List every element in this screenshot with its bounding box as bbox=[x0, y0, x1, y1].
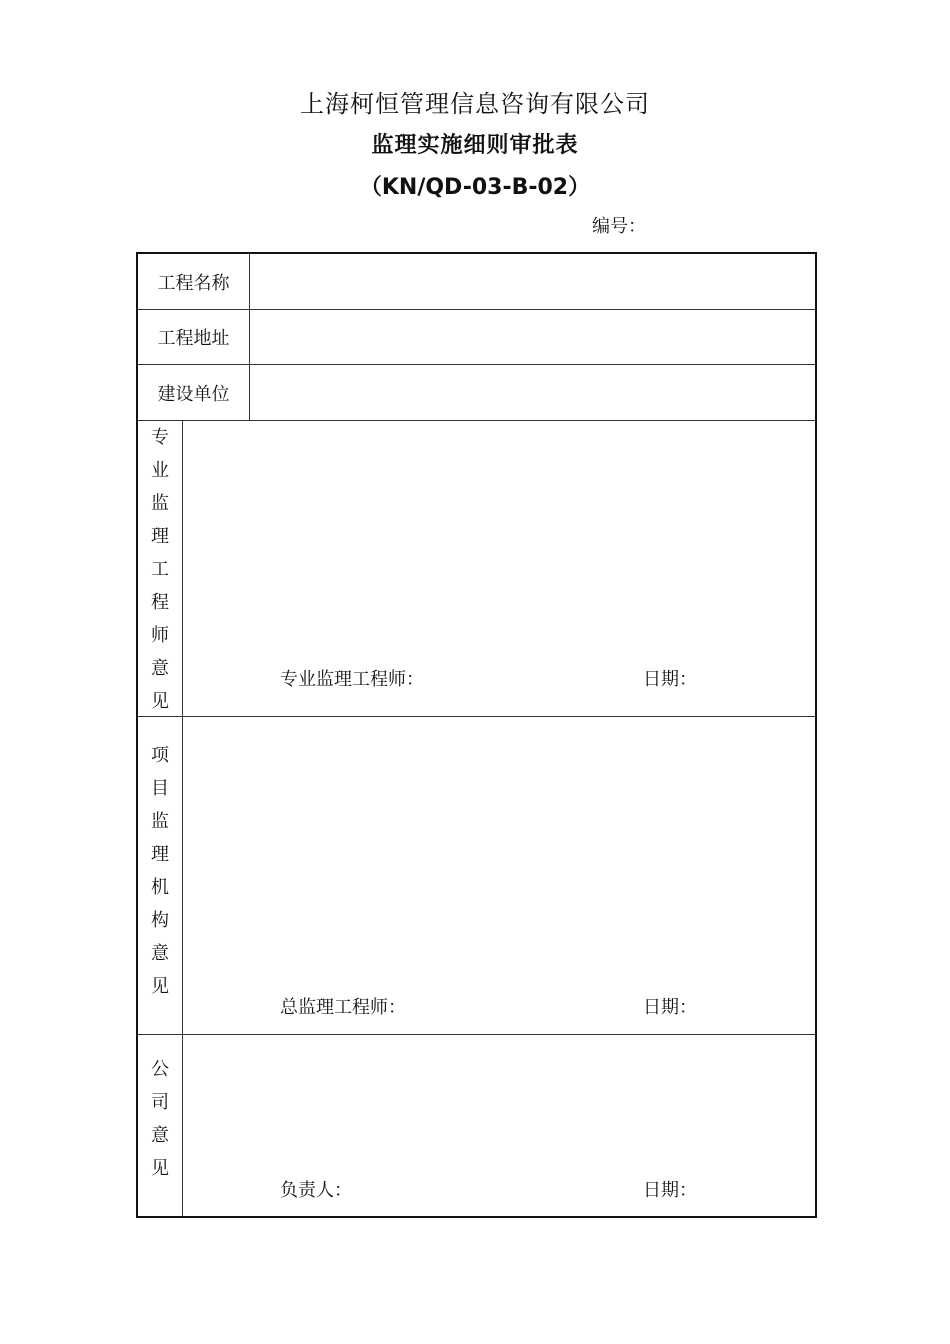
serial-number-label: 编号： bbox=[592, 216, 646, 237]
field-label: 工程地址 bbox=[138, 310, 250, 364]
opinion-label bbox=[138, 421, 183, 716]
specialist-signature-label: 专业监理工程师： bbox=[280, 669, 424, 690]
specialist-date-label: 日期： bbox=[643, 669, 697, 690]
approval-form-table bbox=[136, 252, 817, 1218]
opinion-label-text: 公司意见 bbox=[151, 1059, 169, 1179]
field-label: 建设单位 bbox=[138, 365, 250, 420]
form-code: （KN/QD-03-B-02） bbox=[359, 175, 591, 200]
opinion-row-project-office bbox=[138, 717, 815, 1035]
responsible-person-signature-label: 负责人： bbox=[280, 1180, 352, 1201]
project-name-field[interactable] bbox=[250, 254, 815, 309]
opinion-row-company bbox=[138, 1035, 815, 1216]
opinion-row-specialist bbox=[138, 421, 815, 717]
company-name: 上海柯恒管理信息咨询有限公司 bbox=[300, 90, 650, 118]
opinion-label-text: 专业监理工程师意见 bbox=[151, 427, 169, 712]
field-row-project-name bbox=[138, 254, 815, 310]
opinion-label bbox=[138, 1035, 183, 1216]
opinion-label-text: 项目监理机构意见 bbox=[151, 745, 169, 997]
responsible-person-date-label: 日期： bbox=[643, 1180, 697, 1201]
field-row-construction-unit bbox=[138, 365, 815, 421]
project-address-field[interactable] bbox=[250, 310, 815, 364]
chief-engineer-signature-label: 总监理工程师： bbox=[280, 997, 406, 1018]
field-row-project-address bbox=[138, 310, 815, 365]
field-label: 工程名称 bbox=[138, 254, 250, 309]
form-title: 监理实施细则审批表 bbox=[371, 133, 579, 158]
chief-engineer-date-label: 日期： bbox=[643, 997, 697, 1018]
construction-unit-field[interactable] bbox=[250, 365, 815, 420]
opinion-label bbox=[138, 717, 183, 1034]
